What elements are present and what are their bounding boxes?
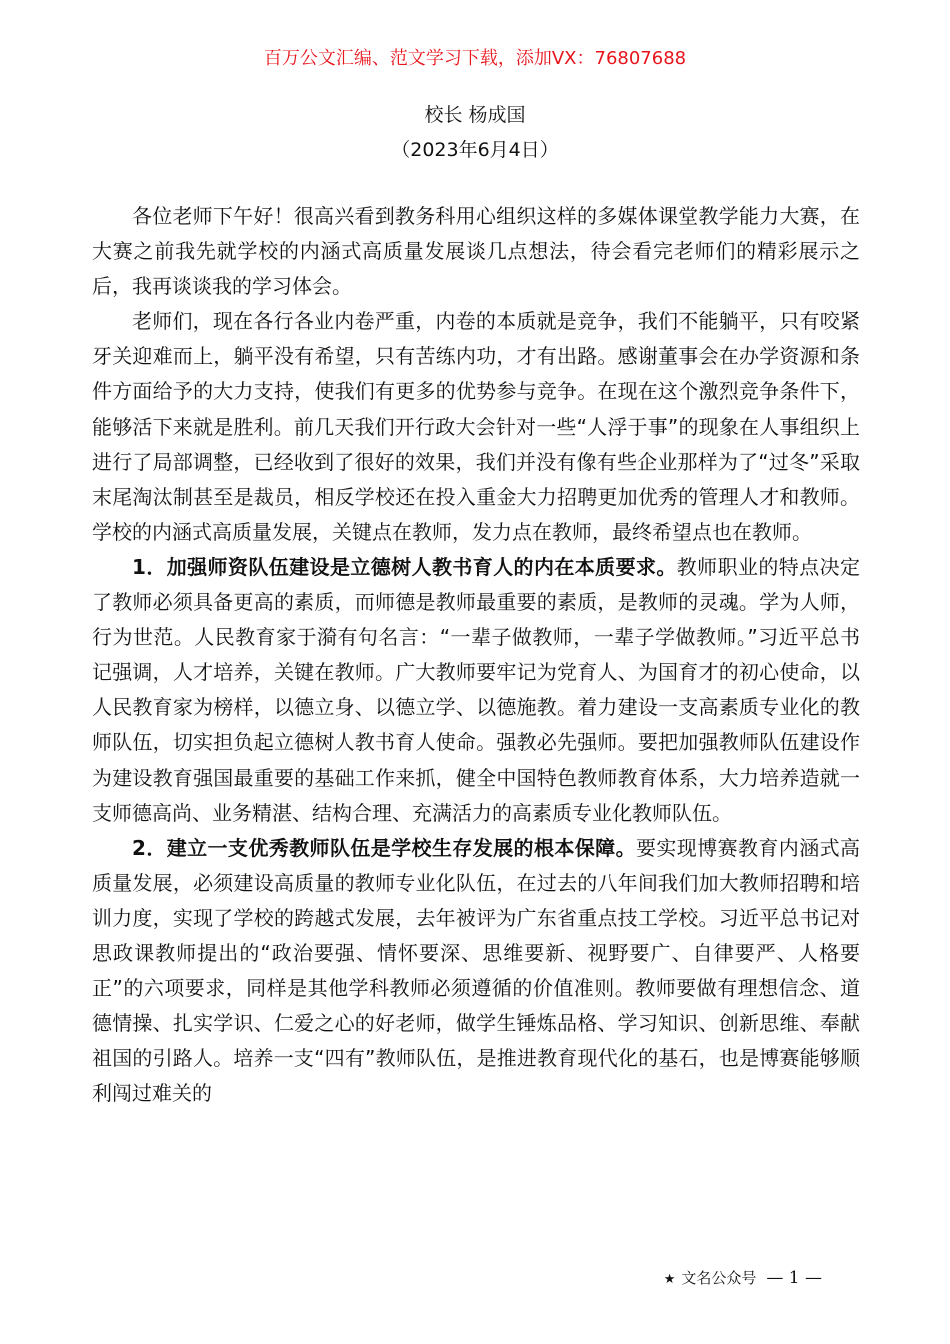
header-banner: 百万公文汇编、范文学习下载，添加VX：76807688 xyxy=(263,48,687,69)
paragraph-competition xyxy=(92,304,860,550)
paragraph-point-1 xyxy=(92,550,860,831)
paragraph-text: 教师职业的特点决定了教师必须具备更高的素质，而师德是教师最重要的素质，是教师的灵魂。学为人师，行为世范。人民教育家于漪有句名言：“一辈子做教师，一辈子学做教师。”习近平总书记强调，人才培养，关键在教师。广大教师要牢记为党育人、为国育才的初心使命，以人民教育家为榜样，以德立身、以德立学、以德施教。着力建设一支高素质专业化的教师队伍，切实担负起立德树人教书育人使命。强教必先强师。要把加强教师队伍建设作为建设教育强国最重要的基础工作来抓，健全中国特色教师教育体系，大力培养造就一支师德高尚、业务精湛、结构合理、充满活力的高素质专业化教师队伍。 xyxy=(92,554,860,825)
page-footer xyxy=(664,1266,822,1292)
date-line: （2023年6月4日） xyxy=(391,139,559,161)
footer-label: 文名公众号 xyxy=(681,1269,757,1287)
paragraph-text: 各位老师下午好！很高兴看到教务科用心组织这样的多媒体课堂教学能力大赛，在大赛之前我先就学校的内涵式高质量发展谈几点想法，待会看完老师们的精彩展示之后，我再谈谈我的学习体会。 xyxy=(92,204,860,299)
paragraph-point-2 xyxy=(92,831,860,1112)
paragraph-lead: 2．建立一支优秀教师队伍是学校生存发展的根本保障。 xyxy=(132,835,636,860)
document-body xyxy=(92,199,860,1111)
paragraph-text: 要实现博赛教育内涵式高质量发展，必须建设高质量的教师专业化队伍，在过去的八年间我们加大教师招聘和培训力度，实现了学校的跨越式发展，去年被评为广东省重点技工学校。习近平总书记对思政课教师提出的“政治要强、情怀要深、思维要新、视野要广、自律要严、人格要正”的六项要求，同样是其他学科教师必须遵循的价值准则。教师要做有理想信念、道德情操、扎实学识、仁爱之心的好老师，做学生锤炼品格、学习知识、创新思维、奉献祖国的引路人。培养一支“四有”教师队伍，是推进教育现代化的基石，也是博赛能够顺利闯过难关的 xyxy=(92,835,861,1106)
paragraph-greeting xyxy=(92,199,860,304)
page-number: — 1 — xyxy=(766,1268,822,1288)
paragraph-text: 老师们，现在各行各业内卷严重，内卷的本质就是竞争，我们不能躺平，只有咬紧牙关迎难而上，躺平没有希望，只有苦练内功，才有出路。感谢董事会在办学资源和条件方面给予的大力支持，使我们有更多的优势参与竞争。在现在这个激烈竞争条件下，能够活下来就是胜利。前几天我们开行政大会针对一些“人浮于事”的现象在人事组织上进行了局部调整，已经收到了很好的效果，我们并没有像有些企业那样为了“过冬”采取末尾淘汰制甚至是裁员，相反学校还在投入重金大力招聘更加优秀的管理人才和教师。学校的内涵式高质量发展，关键点在教师，发力点在教师，最终希望点也在教师。 xyxy=(92,309,860,544)
star-icon: ★ xyxy=(663,1272,676,1287)
author-line: 校长 杨成国 xyxy=(424,104,526,126)
paragraph-lead: 1．加强师资队伍建设是立德树人教书育人的内在本质要求。 xyxy=(132,554,677,579)
